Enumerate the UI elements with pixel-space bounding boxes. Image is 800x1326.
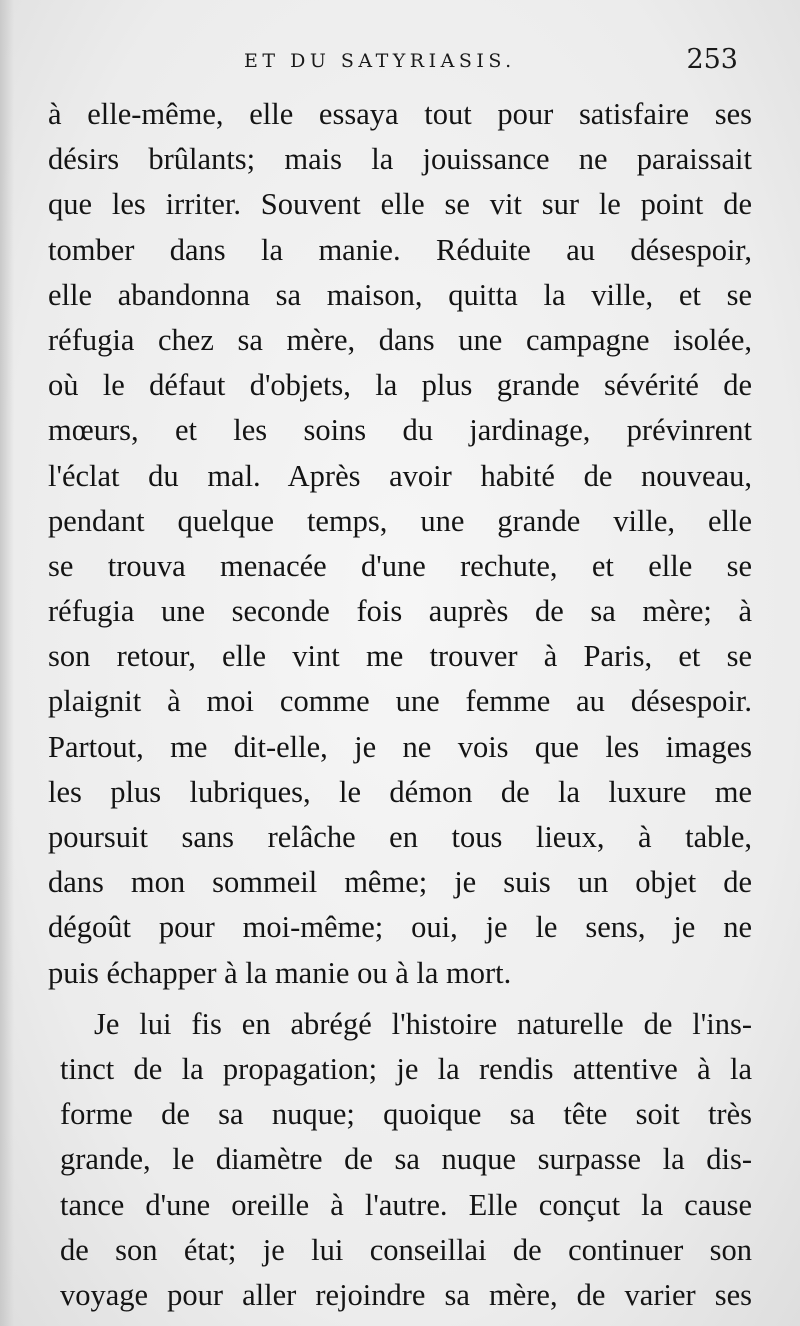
text-line: puis échapper à la manie ou à la mort. bbox=[48, 955, 512, 990]
text-line: désirs brûlants; mais la jouissance ne paraissait bbox=[48, 142, 752, 177]
page-gutter-shadow bbox=[0, 0, 14, 1326]
text-line: tinct de la propagation; je la rendis attentive à la bbox=[60, 1051, 752, 1086]
text-line: à elle-même, elle essaya tout pour satisfaire ses bbox=[48, 97, 752, 131]
text-line: que les irriter. Souvent elle se vit sur le point de bbox=[48, 187, 752, 222]
text-line: dans mon sommeil même; je suis un objet de bbox=[48, 865, 752, 900]
text-line: de son état; je lui conseillai de continuer son bbox=[60, 1232, 752, 1267]
text-line: grande, le diamètre de sa nuque surpasse la dis- bbox=[60, 1142, 752, 1177]
body-text bbox=[48, 92, 752, 1318]
text-line: pendant quelque temps, une grande ville, elle bbox=[48, 503, 752, 538]
page-number: 253 bbox=[686, 44, 738, 75]
text-line: l'éclat du mal. Après avoir habité de nouveau, bbox=[48, 458, 752, 493]
text-line: tance d'une oreille à l'autre. Elle conçut la cause bbox=[60, 1187, 752, 1222]
text-line: les plus lubriques, le démon de la luxure me bbox=[48, 774, 752, 809]
text-line: voyage pour aller rejoindre sa mère, de varier ses bbox=[60, 1277, 752, 1312]
text-line: se trouva menacée d'une rechute, et elle se bbox=[48, 548, 752, 583]
text-line: mœurs, et les soins du jardinage, prévinrent bbox=[48, 413, 752, 448]
text-line: réfugia chez sa mère, dans une campagne isolée, bbox=[48, 322, 752, 357]
text-line: son retour, elle vint me trouver à Paris, et se bbox=[48, 639, 752, 674]
paragraph-1 bbox=[48, 92, 752, 996]
text-line: poursuit sans relâche en tous lieux, à table, bbox=[48, 820, 752, 854]
text-line: elle abandonna sa maison, quitta la ville, et se bbox=[48, 277, 752, 312]
page-header bbox=[0, 44, 800, 84]
running-title: ET DU SATYRIASIS. bbox=[244, 50, 516, 72]
text-line: réfugia une seconde fois auprès de sa mère; à bbox=[48, 594, 752, 629]
text-line: tomber dans la manie. Réduite au désespoir, bbox=[48, 232, 752, 267]
text-line: dégoût pour moi-même; oui, je le sens, je ne bbox=[48, 910, 752, 945]
text-line: Partout, me dit-elle, je ne vois que les images bbox=[48, 729, 752, 764]
text-line: forme de sa nuque; quoique sa tête soit très bbox=[60, 1097, 752, 1132]
text-line: plaignit à moi comme une femme au désespoir. bbox=[48, 684, 752, 719]
paragraph-2 bbox=[48, 1002, 752, 1318]
text-line: où le défaut d'objets, la plus grande sévérité de bbox=[48, 368, 752, 403]
text-line: Je lui fis en abrégé l'histoire naturelle de l'ins- bbox=[94, 1006, 752, 1041]
